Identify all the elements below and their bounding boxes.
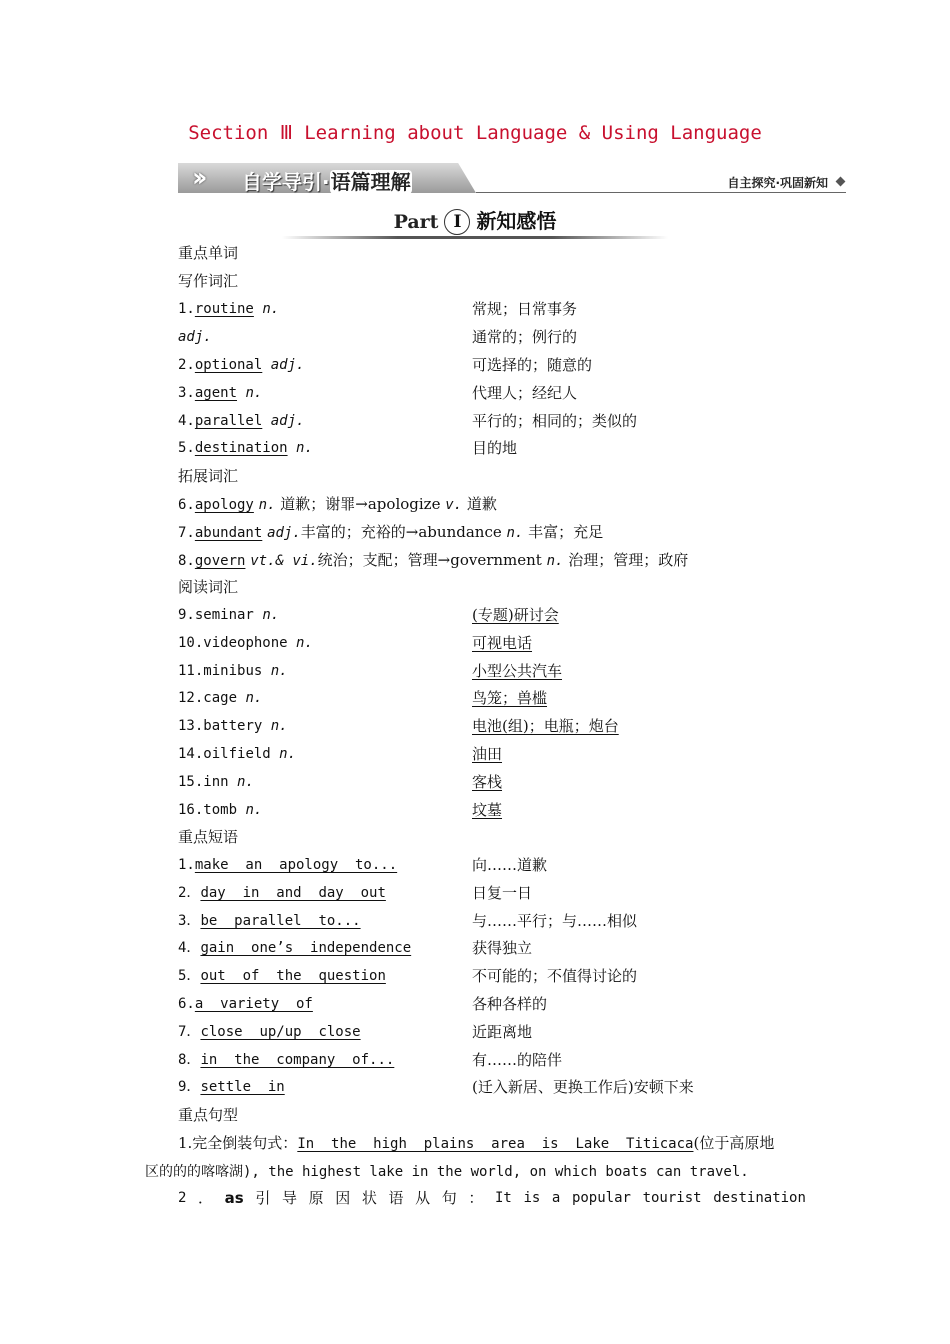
phrase-row: 3．be parallel to... <box>178 913 361 929</box>
phrase-meaning: 各种各样的 <box>472 995 548 1013</box>
word-meaning: 客栈 <box>472 773 503 791</box>
word-meaning: 平行的；相同的；类似的 <box>472 412 638 430</box>
word-row: 13.battery n. <box>178 718 288 734</box>
double-chevron-icon: ›› <box>192 163 202 193</box>
sentence-1-line-1: 1.完全倒装句式：In the high plains area is Lake Titicaca(位于高原地 <box>178 1134 775 1152</box>
diamond-icon <box>836 177 846 187</box>
part-title: 新知感悟 <box>476 209 557 233</box>
expand-row: 7.abundant adj.丰富的；充裕的→abundance n. 丰富；充足 <box>178 523 604 541</box>
phrase-meaning: 向……道歉 <box>472 856 548 874</box>
word-row: 14.oilfield n. <box>178 746 297 762</box>
section-banner <box>178 163 846 195</box>
phrase-meaning: 近距离地 <box>472 1023 533 1041</box>
part-heading <box>282 205 668 239</box>
word-meaning: 目的地 <box>472 439 518 457</box>
phrase-row: 8．in the company of... <box>178 1052 395 1068</box>
word-row: 10.videophone n. <box>178 635 313 651</box>
word-row: adj. <box>178 329 212 345</box>
banner-rule <box>476 192 846 193</box>
word-row: 3.agent n. <box>178 385 263 401</box>
word-row: 15.inn n. <box>178 774 254 790</box>
word-row: 2.optional adj. <box>178 357 305 373</box>
phrase-row: 6.a variety of <box>178 996 313 1012</box>
phrase-row: 4．gain one’s independence <box>178 940 412 956</box>
banner-subtitle: 语篇理解 <box>330 170 411 194</box>
word-row: 9.seminar n. <box>178 607 280 623</box>
expand-row: 8.govern vt.& vi.统治；支配；管理→government n. 治理；管理；政府 <box>178 551 689 569</box>
word-meaning: 鸟笼；兽槛 <box>472 689 548 707</box>
word-meaning: 可选择的；随意的 <box>472 356 593 374</box>
phrase-meaning: 与……平行；与……相似 <box>472 912 638 930</box>
word-row: 4.parallel adj. <box>178 413 305 429</box>
banner-title: 自学导引·语篇理解 <box>242 170 411 194</box>
heading-expanding: 拓展词汇 <box>178 467 239 485</box>
word-row: 5.destination n. <box>178 440 313 456</box>
heading-writing: 写作词汇 <box>178 272 239 290</box>
word-row: 11.minibus n. <box>178 663 288 679</box>
phrase-row: 5．out of the question <box>178 968 386 984</box>
word-meaning: 可视电话 <box>472 634 533 652</box>
phrase-meaning: 日复一日 <box>472 884 533 902</box>
word-meaning: 代理人；经纪人 <box>472 384 578 402</box>
word-meaning: 小型公共汽车 <box>472 662 563 680</box>
word-row: 1.routine n. <box>178 301 280 317</box>
sentence-2-line: 2 ． as 引 导 原 因 状 语 从 句 ： It is a popular tourist destination <box>178 1189 806 1207</box>
phrase-row: 1.make an apology to... <box>178 857 398 873</box>
phrase-meaning: 不可能的；不值得讨论的 <box>472 967 638 985</box>
word-meaning: 通常的；例行的 <box>472 328 578 346</box>
phrase-meaning: 有……的陪伴 <box>472 1051 563 1069</box>
phrase-meaning: 获得独立 <box>472 939 533 957</box>
sentence-1-line-2: 区的的的喀喀湖), the highest lake in the world, on which boats can travel. <box>145 1164 749 1180</box>
word-meaning: 油田 <box>472 745 503 763</box>
banner-right-text: 自主探究·巩固新知 <box>727 176 828 190</box>
expand-row: 6.apology n. 道歉；谢罪→apologize v. 道歉 <box>178 495 497 513</box>
phrase-meaning: (迁入新居、更换工作后)安顿下来 <box>472 1078 694 1096</box>
phrase-row: 9．settle in <box>178 1079 285 1095</box>
part-numeral: Ⅰ <box>444 209 470 235</box>
part-underline <box>282 236 668 239</box>
heading-key-words: 重点单词 <box>178 244 239 262</box>
word-meaning: 常规；日常事务 <box>472 300 578 318</box>
word-meaning: (专题)研讨会 <box>472 606 559 624</box>
part-label: Part <box>393 211 439 233</box>
word-meaning: 电池(组)；电瓶；炮台 <box>472 717 619 735</box>
heading-phrases: 重点短语 <box>178 828 239 846</box>
phrase-row: 2．day in and day out <box>178 885 386 901</box>
word-row: 16.tomb n. <box>178 802 263 818</box>
heading-reading: 阅读词汇 <box>178 578 239 596</box>
word-meaning: 坟墓 <box>472 801 503 819</box>
page-title: Section Ⅲ Learning about Language & Using Language <box>188 122 762 144</box>
phrase-row: 7．close up/up close <box>178 1024 361 1040</box>
word-row: 12.cage n. <box>178 690 263 706</box>
heading-sentences: 重点句型 <box>178 1106 239 1124</box>
